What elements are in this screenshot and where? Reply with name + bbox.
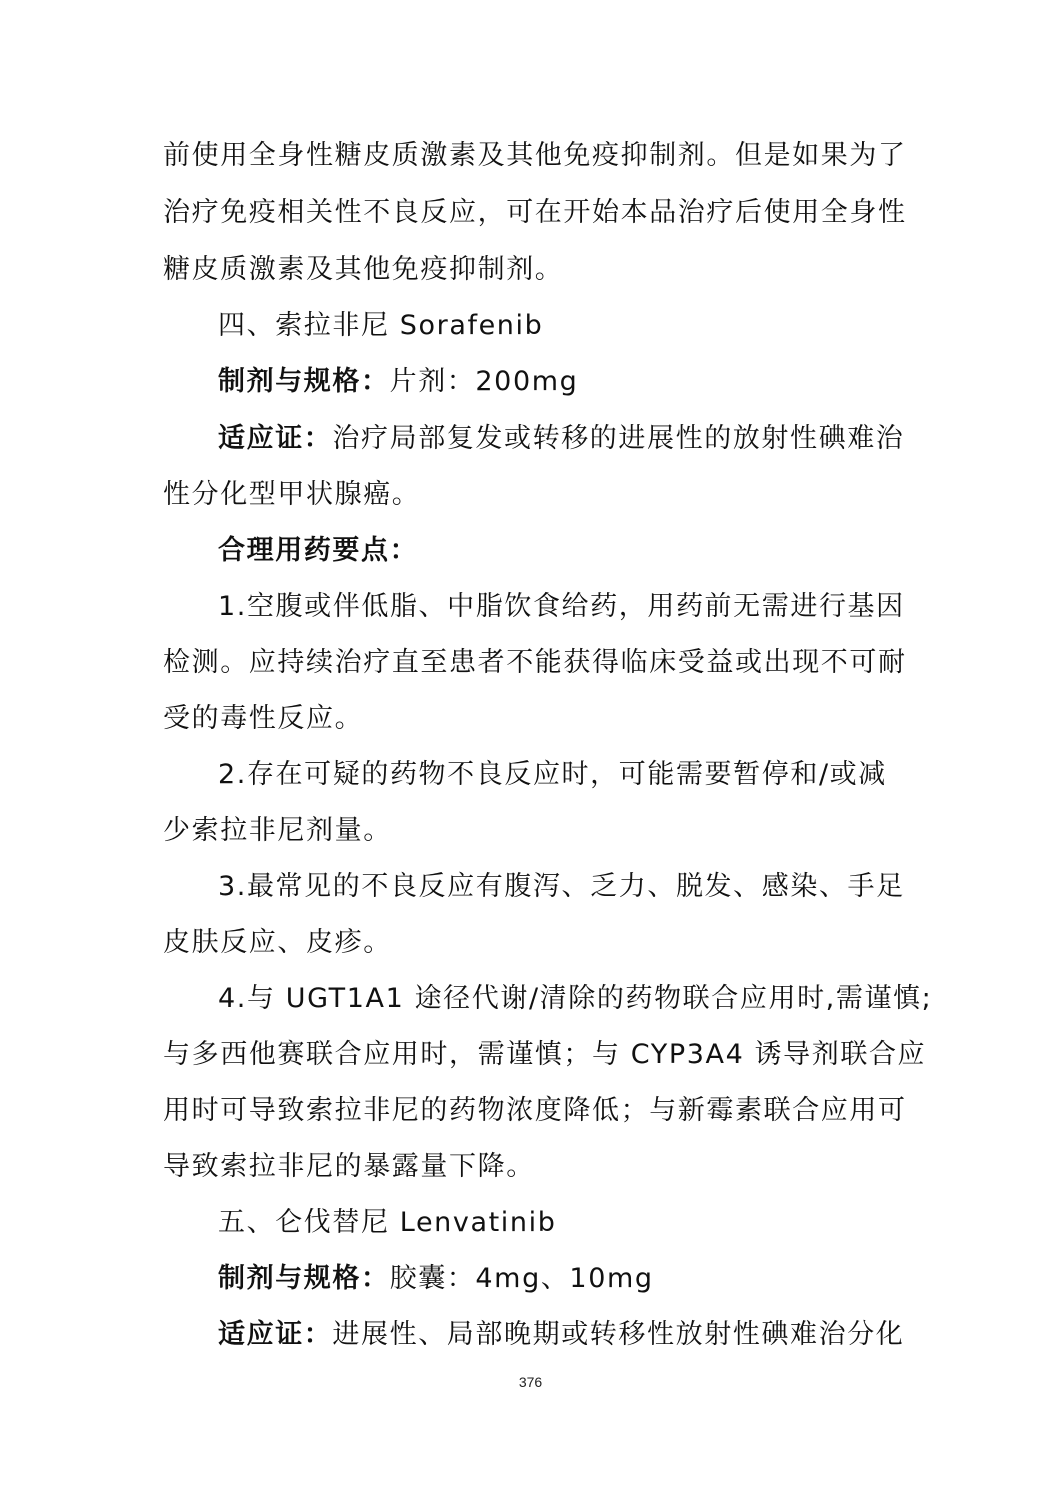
section-heading-sorafenib: 四、索拉非尼 Sorafenib xyxy=(218,310,544,341)
point-1-line: 受的毒性反应。 xyxy=(163,703,364,734)
paragraph-line: 性分化型甲状腺癌。 xyxy=(163,479,421,510)
paragraph-line: 治疗免疫相关性不良反应，可在开始本品治疗后使用全身性 xyxy=(163,197,907,228)
point-3-line: 3.最常见的不良反应有腹泻、乏力、脱发、感染、手足 xyxy=(218,871,905,902)
point-4-line: 用时可导致索拉非尼的药物浓度降低；与新霉素联合应用可 xyxy=(163,1095,907,1126)
indication-line-lenvatinib xyxy=(218,1315,903,1355)
spec-label: 制剂与规格： xyxy=(218,366,390,397)
spec-value: 胶囊：4mg、10mg xyxy=(389,1263,654,1294)
section-heading-lenvatinib: 五、仑伐替尼 Lenvatinib xyxy=(218,1207,557,1238)
point-2-line: 2.存在可疑的药物不良反应时，可能需要暂停和/或减 xyxy=(218,759,887,790)
point-4-line: 导致索拉非尼的暴露量下降。 xyxy=(163,1151,535,1182)
spec-label: 制剂与规格： xyxy=(218,1263,390,1294)
point-4-line: 4.与 UGT1A1 途径代谢/清除的药物联合应用时,需谨慎; xyxy=(218,983,933,1014)
spec-line-sorafenib xyxy=(218,362,903,402)
indication-value: 进展性、局部晚期或转移性放射性碘难治分化 xyxy=(332,1319,905,1350)
indication-value: 治疗局部复发或转移的进展性的放射性碘难治 xyxy=(332,423,905,454)
paragraph-line: 糖皮质激素及其他免疫抑制剂。 xyxy=(163,254,564,285)
point-4-line: 与多西他赛联合应用时，需谨慎；与 CYP3A4 诱导剂联合应 xyxy=(163,1039,927,1070)
point-1-line: 检测。应持续治疗直至患者不能获得临床受益或出现不可耐 xyxy=(163,647,907,678)
indication-label: 适应证： xyxy=(218,1319,333,1350)
page-number: 376 xyxy=(518,1374,543,1390)
point-1-line: 1.空腹或伴低脂、中脂饮食给药，用药前无需进行基因 xyxy=(218,591,905,622)
point-3-line: 皮肤反应、皮疹。 xyxy=(163,927,392,958)
spec-line-lenvatinib xyxy=(218,1259,903,1299)
key-points-heading: 合理用药要点： xyxy=(218,535,419,566)
indication-line-sorafenib xyxy=(218,419,903,459)
paragraph-line: 前使用全身性糖皮质激素及其他免疫抑制剂。但是如果为了 xyxy=(163,140,907,171)
spec-value: 片剂：200mg xyxy=(389,366,579,397)
indication-label: 适应证： xyxy=(218,423,333,454)
point-2-line: 少索拉非尼剂量。 xyxy=(163,815,392,846)
